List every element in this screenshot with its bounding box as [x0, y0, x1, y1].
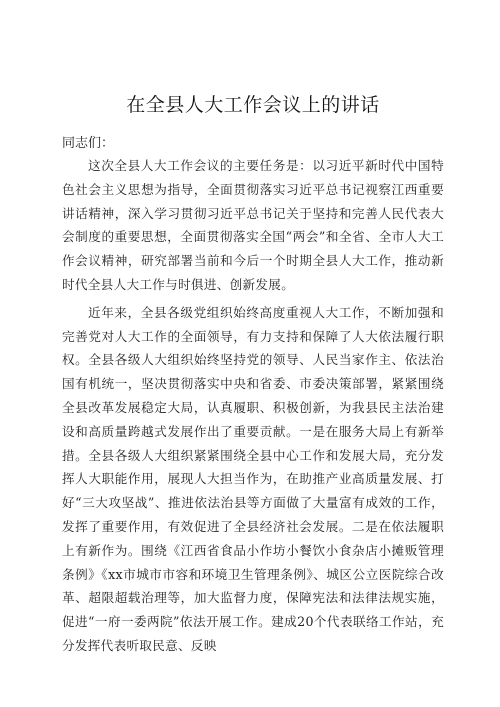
paragraph-1: 这次全县人大工作会议的主要任务是：以习近平新时代中国特色社会主义思想为指导，全面贯彻落实习近平总书记视察江西重要讲话精神，深入学习贯彻习近平总书记关于坚持和完善人民代表大会制度的重要思想，全面贯彻落实全国“两会”和全省、全市人大工作会议精神，研究部署当前和今后一个时期全县人大工作，推动新时代全县人大工作与时俱进、创新发展。: [62, 158, 444, 292]
paragraph-2: 近年来，全县各级党组织始终高度重视人大工作，不断加强和完善党对人大工作的全面领导，有力支持和保障了人大依法履行职权。全县各级人大组织始终坚持党的领导、人民当家作主、依法治国有机统一，坚决贯彻落实中央和省委、市委决策部署，紧紧围绕全县改革发展稳定大局，认真履职、积极创新，为我县民主法治建设和高质量跨越式发展作出了重要贡献。一是在服务大局上有新举措。全县各级人大组织紧紧围绕全县中心工作和发展大局，充分发挥人大职能作用，展现人大担当作为，在助推产业高质量发展、打好“三大攻坚战”、推进依法治县等方面做了大量富有成效的工作，发挥了重要作用，有效促进了全县经济社会发展。二是在依法履职上有新作为。围绕《江西省食品小作坊小餐饮小食杂店小摊贩管理条例》《xx市城市市容和环境卫生管理条例》、城区公立医院综合改革、超限超载治理等，加大监督力度，保障宪法和法律法规实施，促进“一府一委两院”依法开展工作。建成20个代表联络工作站，充分发挥代表听取民意、反映: [62, 304, 444, 653]
salutation: 同志们：: [62, 136, 115, 151]
document-title: 在全县人大工作会议上的讲话: [126, 94, 380, 116]
